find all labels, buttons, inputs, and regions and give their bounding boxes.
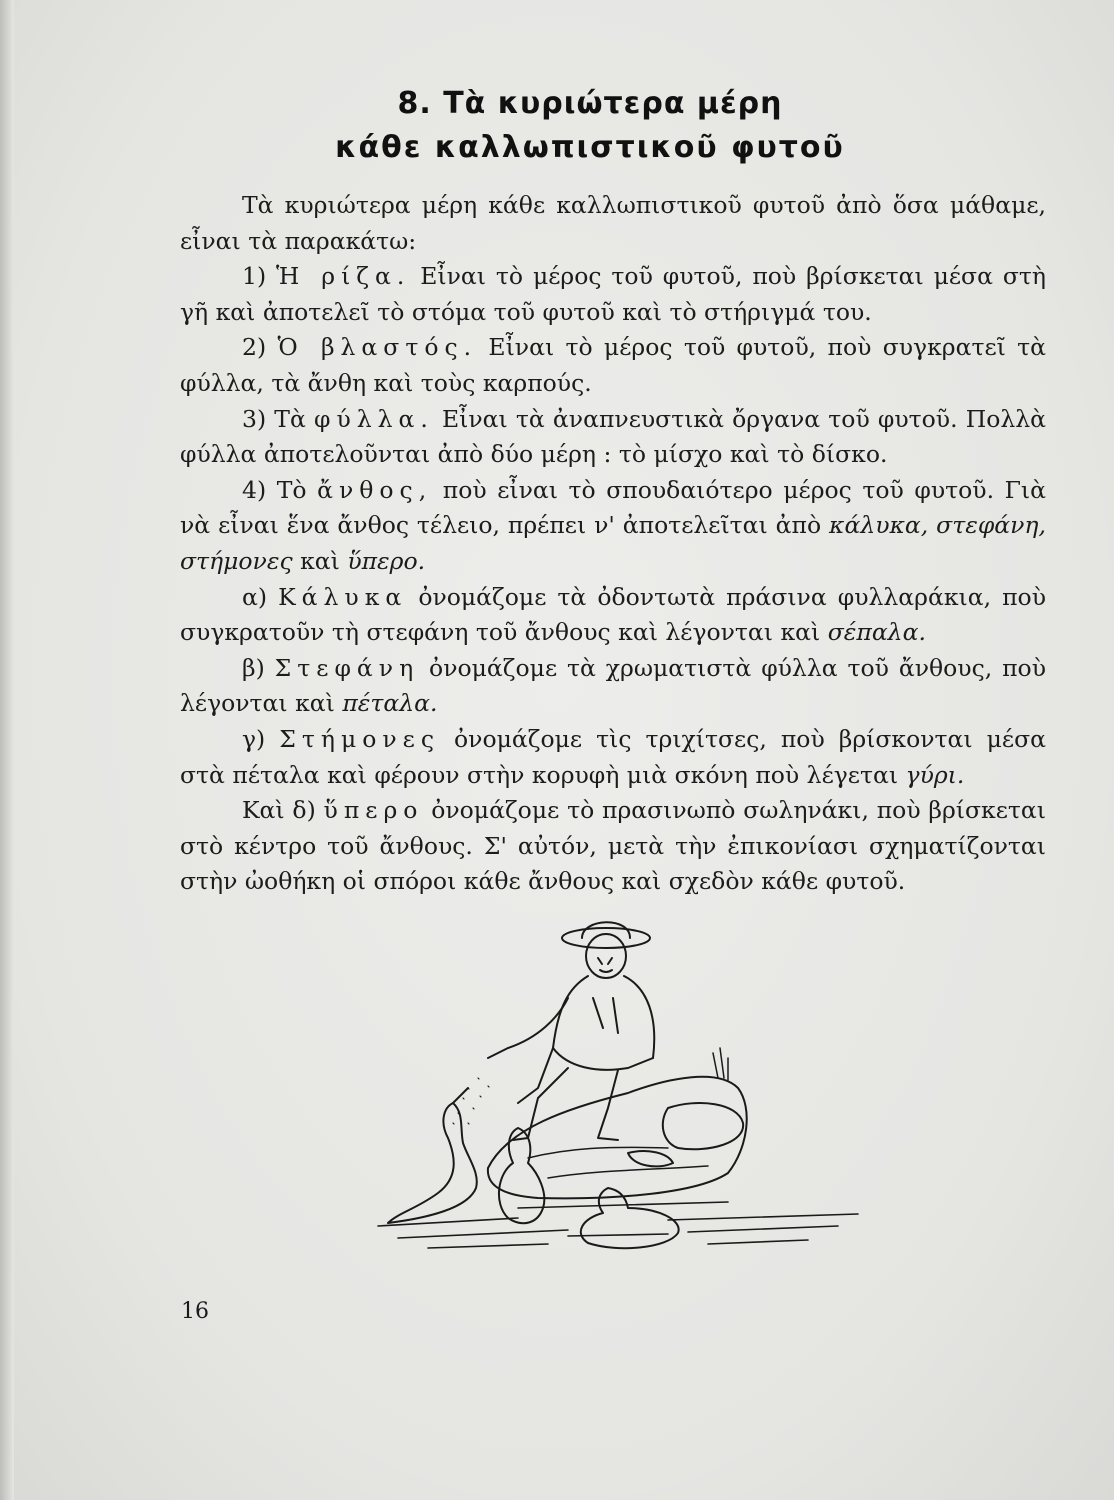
item-number: 1) bbox=[242, 262, 277, 291]
definition-text: ὀνομάζομε τὰ ὀδοντωτὰ πράσινα φυλλαράκια, ποὺ συγκρατοῦν τὴ στεφάνη τοῦ ἄνθους καὶ λέγονται καὶ bbox=[180, 582, 1046, 647]
paragraph-flower bbox=[180, 473, 1046, 580]
definition-text: Εἶναι τὰ ἀναπνευστικὰ ὄργανα τοῦ φυτοῦ. Πολλὰ φύλλα ἀποτελοῦνται ἀπὸ δύο μέρη : τὸ μίσχο καὶ τὸ δίσκο. bbox=[180, 404, 1046, 469]
paragraph-corolla bbox=[180, 651, 1046, 722]
definition-text: ὀνομάζομε τὸ πρασινωπὸ σωληνάκι, ποὺ βρίσκεται στὸ κέντρο τοῦ ἄνθους. Σ' αὐτόν, μετὰ τὴν ἐπικονίασι σχηματίζονται στὴν ὠοθήκη οἱ σπόροι κάθε ἄνθους καὶ σχεδὸν κάθε φυτοῦ. bbox=[180, 796, 1046, 896]
item-number: 4) Τὸ bbox=[242, 475, 318, 504]
boy-feeding-ducks-illustration bbox=[368, 908, 868, 1268]
paragraph-pistil bbox=[180, 793, 1046, 900]
term-flower: ἄνθος, bbox=[317, 475, 433, 504]
page-edge-shadow bbox=[0, 0, 14, 1500]
item-number: 3) Τὰ bbox=[242, 404, 314, 433]
italic-term: ὕπερο. bbox=[347, 546, 426, 575]
item-letter: γ) bbox=[242, 724, 280, 753]
term-root: Ἡ ρίζα. bbox=[276, 262, 411, 291]
duck-icon bbox=[663, 1103, 743, 1149]
term-stem: Ὁ βλαστός. bbox=[277, 333, 478, 362]
chapter-title-line-1: 8. Τὰ κυριώτερα μέρη bbox=[397, 86, 783, 121]
item-letter: β) bbox=[242, 653, 275, 682]
grain-particles-icon bbox=[453, 1078, 489, 1124]
boy-figure-icon bbox=[488, 922, 654, 1140]
definition-text: Εἶναι τὸ μέρος τοῦ φυτοῦ, ποὺ βρίσκεται μέσα στὴ γῆ καὶ ἀποτελεῖ τὸ στόμα τοῦ φυτοῦ καὶ τὸ στήριγμά του. bbox=[180, 262, 1046, 326]
item-letter: α) bbox=[242, 582, 279, 611]
page-number: 16 bbox=[181, 1299, 209, 1324]
term-leaves: φύλλα. bbox=[313, 404, 434, 433]
definition-text: ὀνομάζομε τὰ χρωματιστὰ φύλλα τοῦ ἄνθους, ποὺ λέγονται καὶ bbox=[180, 653, 1046, 718]
heron-icon bbox=[388, 1088, 477, 1223]
duck-icon bbox=[499, 1128, 544, 1223]
conjunction: καὶ bbox=[292, 546, 348, 575]
paragraph-calyx bbox=[180, 580, 1046, 651]
item-letter: Καὶ δ) bbox=[242, 796, 324, 825]
term-corolla: Στεφάνη bbox=[274, 653, 420, 682]
paragraph-intro: Τὰ κυριώτερα μέρη κάθε καλλωπιστικοῦ φυτοῦ ἀπὸ ὅσα μάθαμε, εἶναι τὰ παρακάτω: bbox=[180, 191, 1046, 255]
term-calyx: Κάλυκα bbox=[278, 582, 408, 611]
body-text bbox=[180, 188, 1046, 900]
italic-terms: κάλυκα, στεφάνη, στήμονες bbox=[180, 511, 1046, 575]
paragraph-stamens bbox=[180, 722, 1046, 793]
chapter-title-line-2: κάθε καλλωπιστικοῦ φυτοῦ bbox=[335, 130, 845, 165]
italic-term: γύρι. bbox=[905, 760, 965, 789]
item-number: 2) bbox=[242, 333, 278, 362]
definition-text: ὀνομάζομε τὶς τριχίτσες, ποὺ βρίσκονται μέσα στὰ πέταλα καὶ φέρουν στὴν κορυφὴ μιὰ σκόνη ποὺ λέγεται bbox=[180, 724, 1047, 789]
paragraph-leaves bbox=[180, 402, 1046, 473]
paragraph-stem bbox=[180, 330, 1046, 401]
paragraph-root bbox=[180, 259, 1046, 330]
term-stamens: Στήμονες bbox=[279, 724, 440, 753]
term-pistil: ὕπερο bbox=[323, 796, 424, 825]
definition-text: ποὺ εἶναι τὸ σπουδαιότερο μέρος τοῦ φυτοῦ. Γιὰ νὰ εἶναι ἕνα ἄνθος τέλειο, πρέπει ν' ἀποτελεῖται ἀπὸ bbox=[180, 475, 1047, 540]
definition-text: Εἶναι τὸ μέρος τοῦ φυτοῦ, ποὺ συγκρατεῖ τὰ φύλλα, τὰ ἄνθη καὶ τοὺς καρπούς. bbox=[180, 333, 1047, 397]
italic-term: πέταλα. bbox=[342, 689, 438, 718]
italic-term: σέπαλα. bbox=[827, 618, 926, 647]
